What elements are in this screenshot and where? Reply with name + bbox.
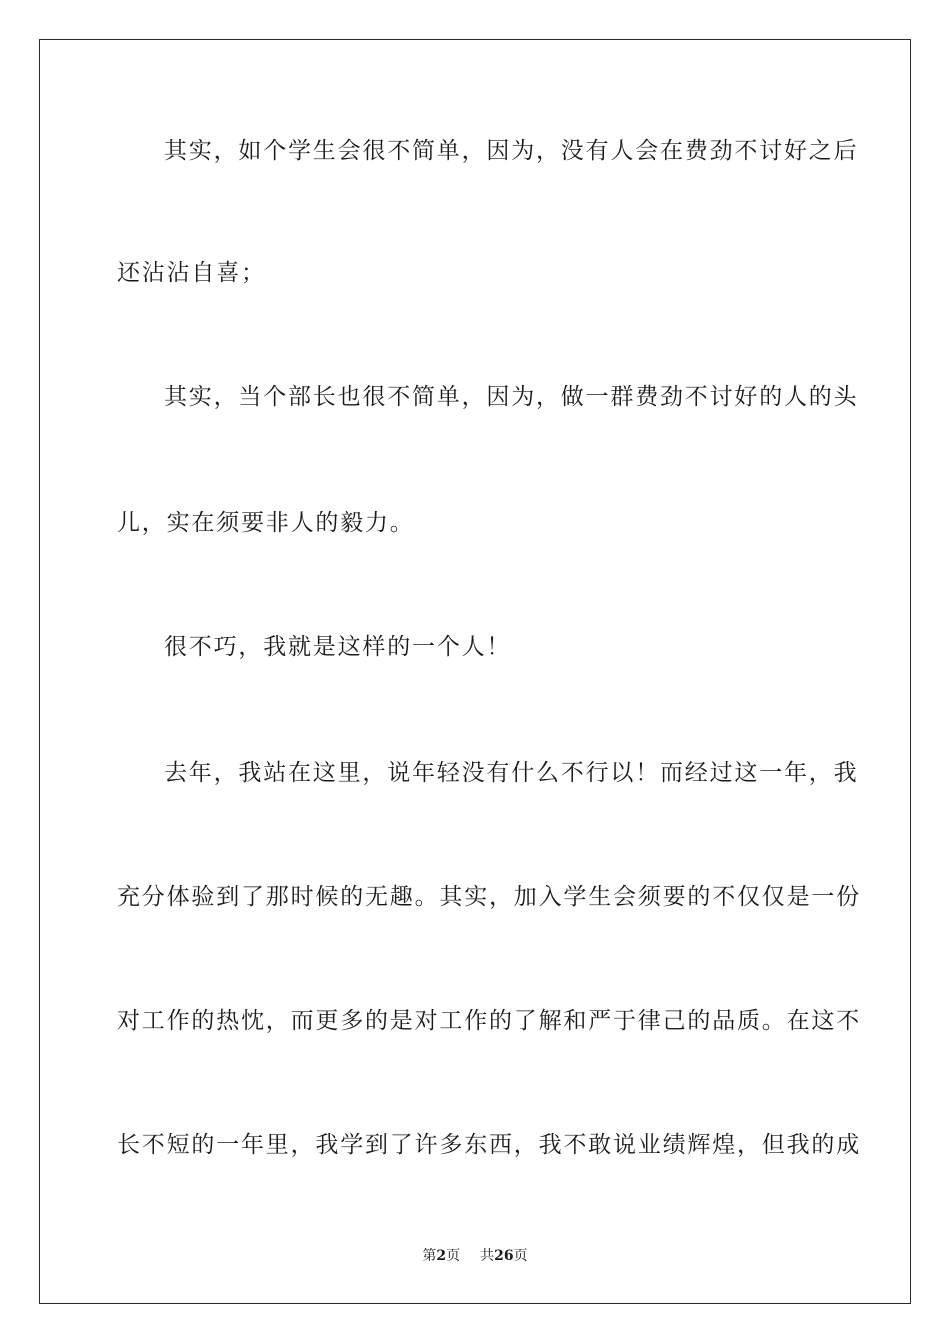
page-frame (39, 39, 911, 1304)
paragraph-4-line-1: 去年，我站在这里，说年轻没有什么不行以！而经过这一年，我 (164, 760, 859, 786)
footer-page-suffix: 页 (446, 1248, 461, 1264)
paragraph-4-line-2: 充分体验到了那时候的无趣。其实，加入学生会须要的不仅仅是一份 (117, 884, 861, 910)
paragraph-1-line-2: 还沾沾自喜； (117, 260, 266, 286)
footer-total-prefix: 共 (480, 1248, 495, 1264)
footer-total-number: 26 (494, 1248, 514, 1264)
paragraph-2-line-2: 儿，实在须要非人的毅力。 (117, 510, 415, 536)
footer-page-number: 2 (436, 1248, 447, 1264)
footer-page-prefix: 第 (422, 1248, 437, 1264)
page-footer (0, 1246, 950, 1266)
footer-total-suffix: 页 (513, 1248, 528, 1264)
paragraph-4-line-4: 长不短的一年里，我学到了许多东西，我不敢说业绩辉煌，但我的成 (117, 1132, 861, 1158)
paragraph-1-line-1: 其实，如个学生会很不简单，因为，没有人会在费劲不讨好之后 (164, 138, 859, 164)
paragraph-3-line-1: 很不巧，我就是这样的一个人！ (164, 634, 512, 660)
paragraph-4-line-3: 对工作的热忱，而更多的是对工作的了解和严于律己的品质。在这不 (117, 1008, 861, 1034)
paragraph-2-line-1: 其实，当个部长也很不简单，因为，做一群费劲不讨好的人的头 (164, 384, 859, 410)
